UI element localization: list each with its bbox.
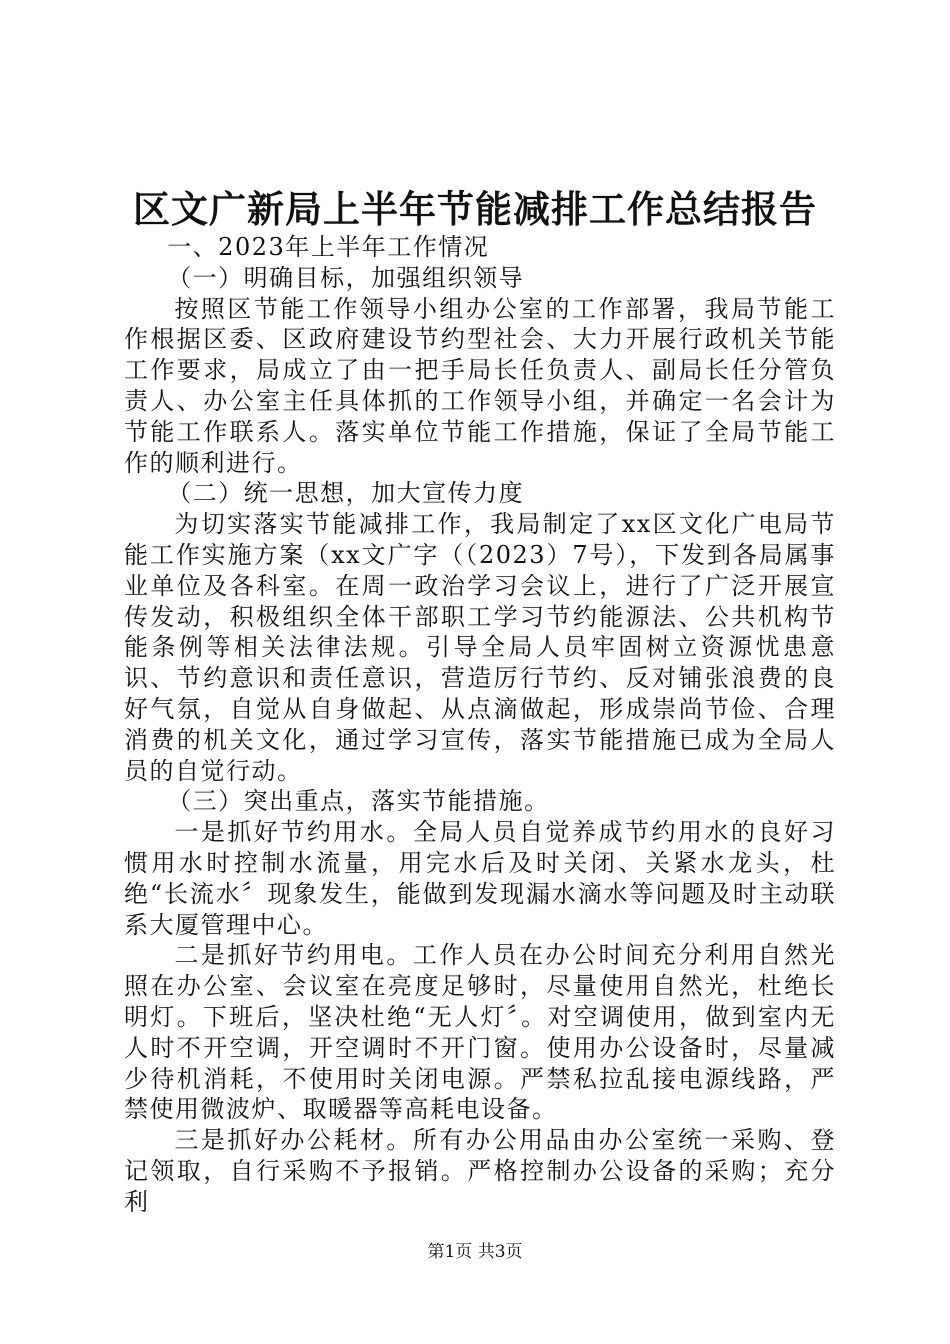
body-paragraph: 按照区节能工作领导小组办公室的工作部署，我局节能工作根据区委、区政府建设节约型社会、大力开展行政机关节能工作要求，局成立了由一把手局长任负责人、副局长任分管负责人、办公室主任具体抓的工作领导小组，并确定一名会计为节能工作联系人。落实单位节能工作措施，保证了全局节能工作的顺利进行。 <box>124 294 836 477</box>
body-paragraph: 为切实落实节能减排工作，我局制定了xx区文化广电局节能工作实施方案（xx文广字（（2023）7号），下发到各局属事业单位及各科室。在周一政治学习会议上，进行了广泛开展宣传发动，积极组织全体干部职工学习节约能源法、公共机构节能条例等相关法律法规。引导全局人员牢固树立资源忧患意识、节约意识和责任意识，营造厉行节约、反对铺张浪费的良好气氛，自觉从自身做起、从点滴做起，形成崇尚节俭、合理消费的机关文化，通过学习宣传，落实节能措施已成为全局人员的自觉行动。 <box>124 510 836 785</box>
subsection-heading: （三）突出重点，落实节能措施。 <box>167 787 550 816</box>
document-title: 区文广新局上半年节能减排工作总结报告 <box>133 187 817 231</box>
body-paragraph: 三是抓好办公耗材。所有办公用品由办公室统一采购、登记领取，自行采购不予报销。严格控制办公设备的采购；充分利 <box>124 1126 836 1216</box>
document-body <box>124 232 836 1218</box>
body-paragraph: 二是抓好节约用电。工作人员在办公时间充分利用自然光照在办公室、会议室在亮度足够时，尽量使用自然光，杜绝长明灯。下班后，坚决杜绝“无人灯〞。对空调使用，做到室内无人时不开空调，开空调时不开门窗。使用办公设备时，尽量减少待机消耗，不使用时关闭电源。严禁私拉乱接电源线路，严禁使用微波炉、取暖器等高耗电设备。 <box>124 941 836 1124</box>
page-footer: 第1页 共3页 <box>427 1242 523 1262</box>
section-heading: 一、2023年上半年工作情况 <box>167 233 490 261</box>
subsection-heading: （一）明确目标，加强组织领导 <box>167 263 525 292</box>
subsection-heading: （二）统一思想，加大宣传力度 <box>167 479 525 508</box>
body-paragraph: 一是抓好节约用水。全局人员自觉养成节约用水的良好习惯用水时控制水流量，用完水后及时关闭、关紧水龙头，杜绝“长流水〞现象发生，能做到发现漏水滴水等问题及时主动联系大厦管理中心。 <box>124 818 836 939</box>
